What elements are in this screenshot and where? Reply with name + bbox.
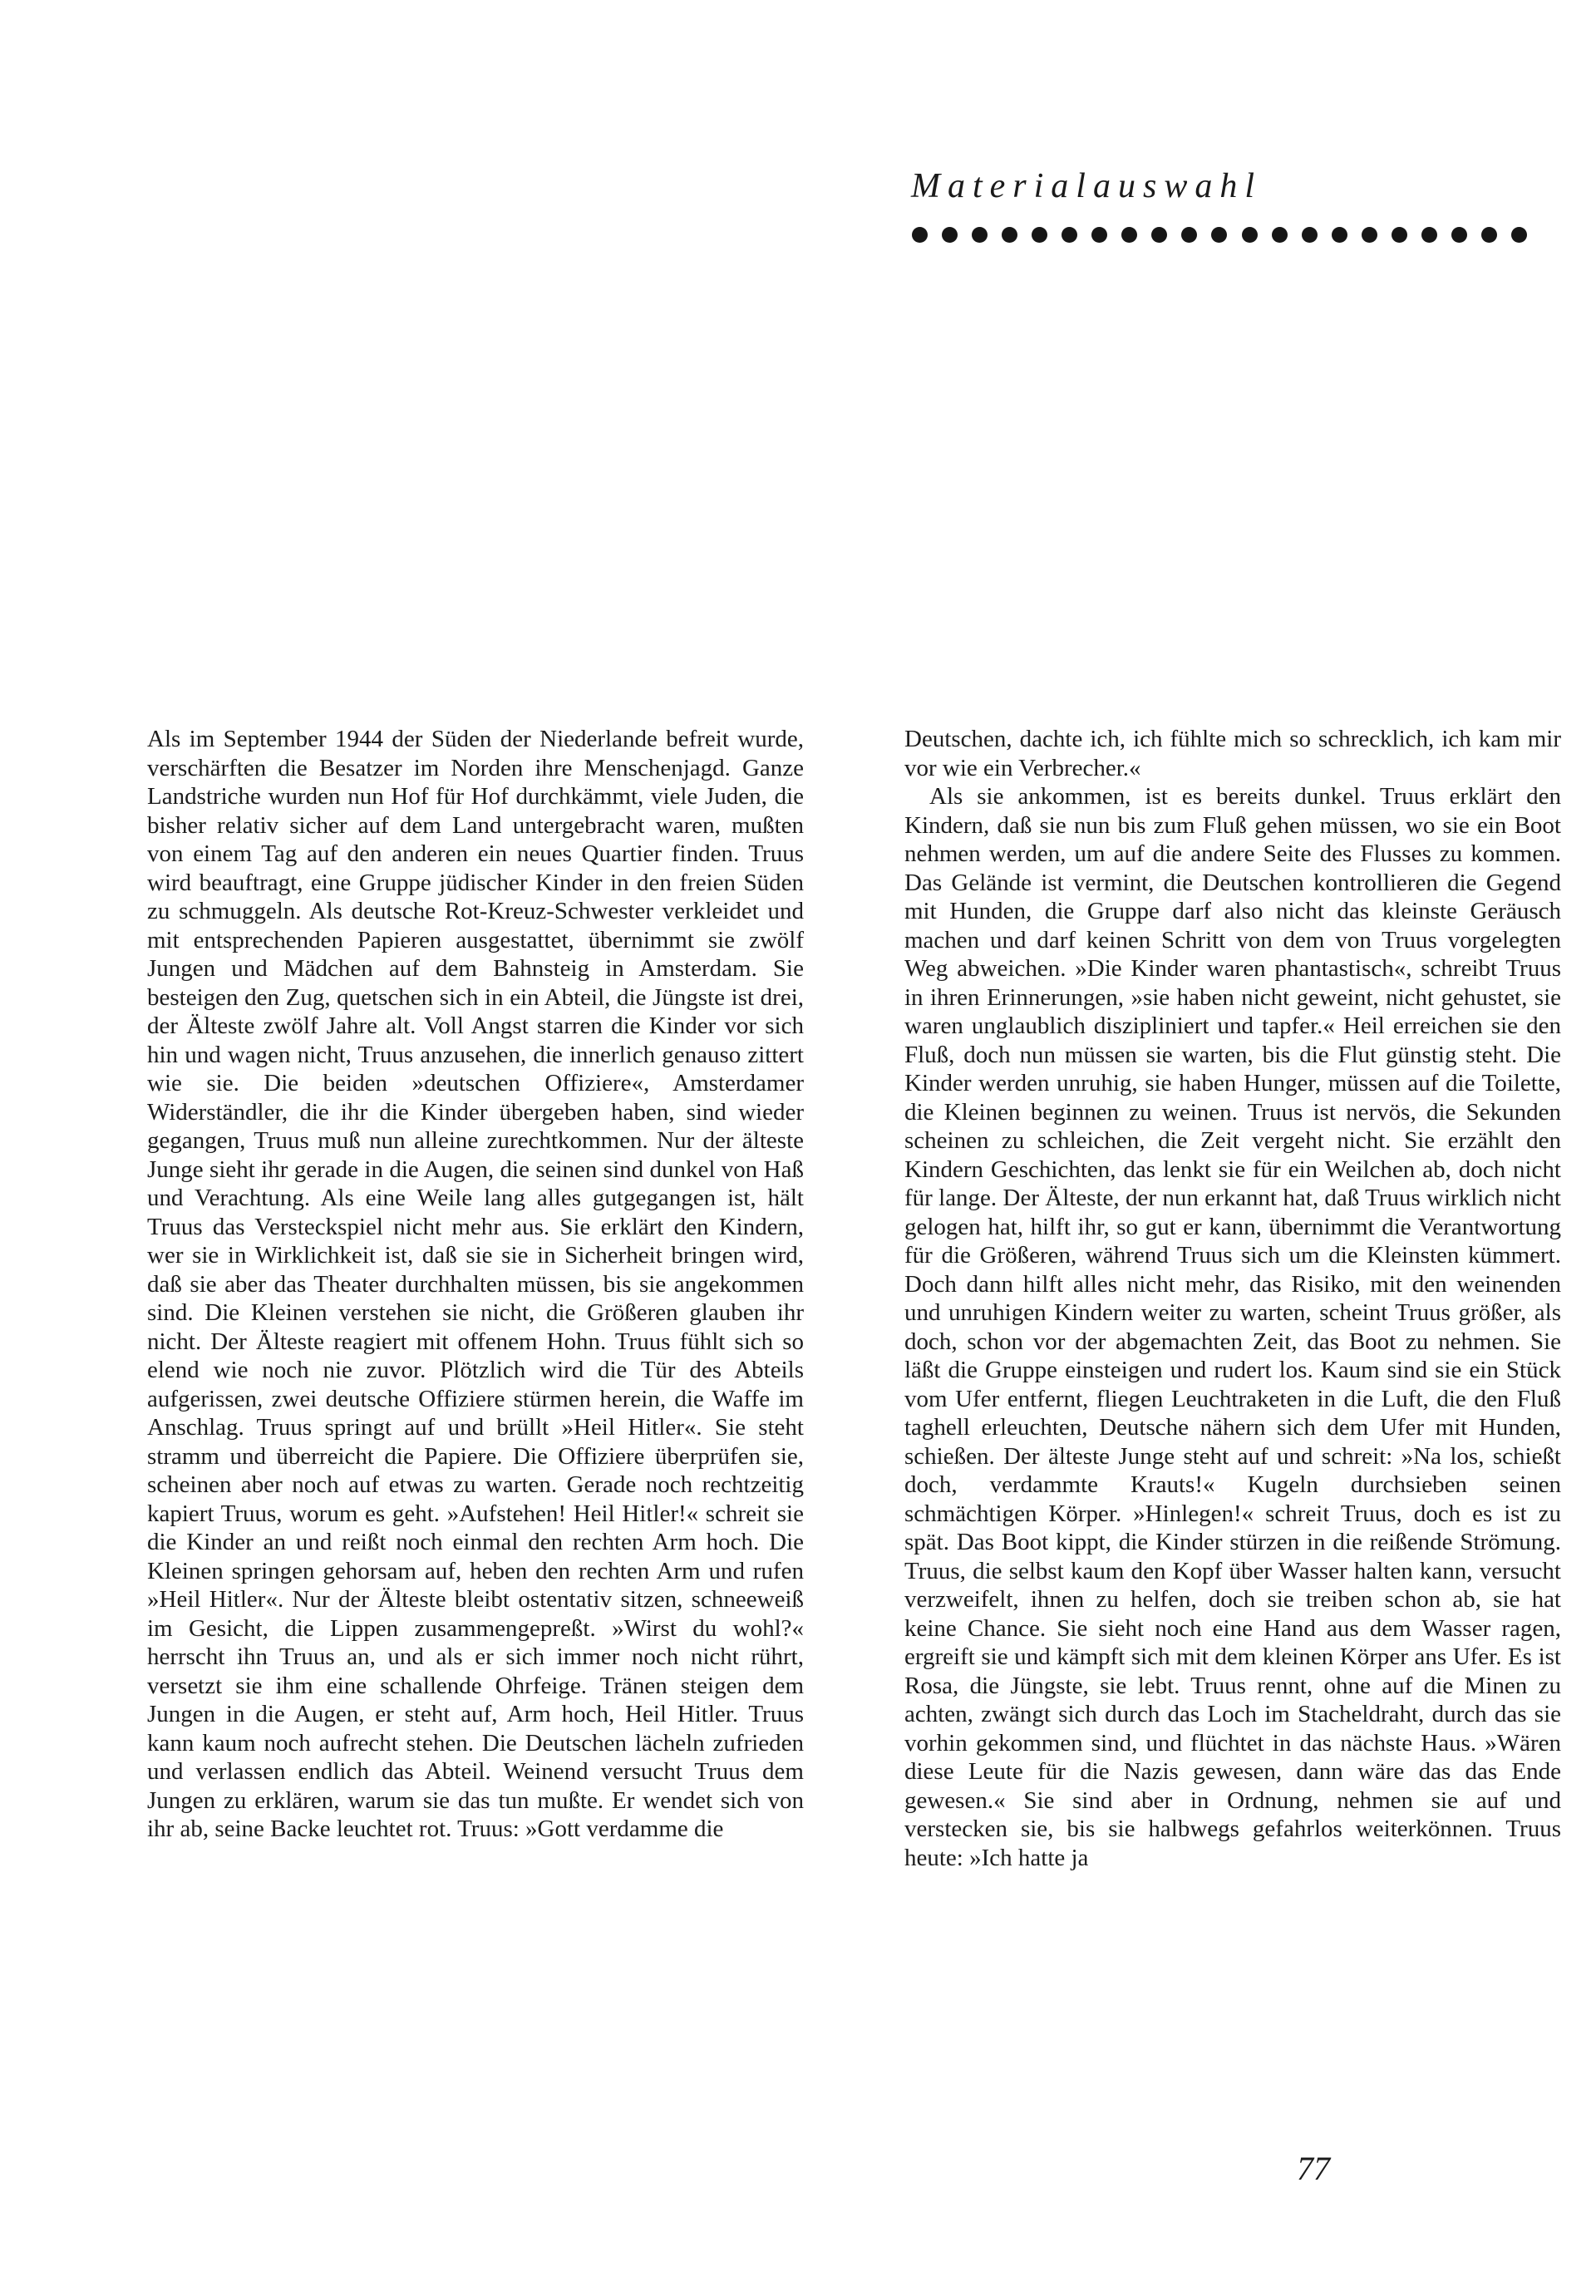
right-paragraph-2: Als sie ankommen, ist es bereits dunkel. Truus erklärt den Kindern, daß sie nun bis zum Fluß gehen müssen, wo sie ein Boot nehmen werden, um auf die andere Seite des Flusses zu kommen. Das Gelände ist vermint, die Deutschen kontrollieren die Gegend mit Hunden, die Gruppe darf also nicht das kleinste Geräusch machen und darf keinen Schritt von dem von Truus vorgelegten Weg abweichen. »Die Kinder waren phantastisch«, schreibt Truus in ihren Erinnerungen, »sie haben nicht geweint, nicht gehustet, sie waren unglaublich diszipliniert und tapfer.« Heil erreichen sie den Fluß, doch nun müssen sie warten, bis die Flut günstig steht. Die Kinder werden unruhig, sie haben Hunger, müssen auf die Toilette, die Kleinen beginnen zu weinen. Truus ist nervös, die Sekunden scheinen zu schleichen, die Zeit vergeht nicht. Sie erzählt den Kindern Geschichten, das lenkt sie für ein Weilchen ab, doch nicht für lange. Der Älteste, der nun erkannt hat, daß Truus wirklich nicht gelogen hat, hilft ihr, so gut er kann, übernimmt die Verantwortung für die Größeren, während Truus sich um die Kleinsten kümmert. Doch dann hilft alles nicht mehr, das Risiko, mit den weinenden und unruhigen Kindern weiter zu warten, scheint Truus größer, als doch, schon vor der abgemachten Zeit, das Boot zu nehmen. Sie läßt die Gruppe einsteigen und rudert los. Kaum sind sie ein Stück vom Ufer entfernt, fliegen Leuchtraketen in die Luft, die den Fluß taghell erleuchten, Deutsche nähern sich dem Ufer mit Hunden, schießen. Der älteste Junge steht auf und schreit: »Na los, schießt doch, verdammte Krauts!« Kugeln durchsieben seinen schmächtigen Körper. »Hinlegen!« schreit Truus, doch es ist zu spät. Das Boot kippt, die Kinder stürzen in die reißende Strömung. Truus, die selbst kaum den Kopf über Wasser halten kann, versucht verzweifelt, ihnen zu helfen, doch sie treiben schon ab, sie hat keine Chance. Sie sieht noch eine Hand aus dem Wasser ragen, ergreift sie und kämpft sich mit dem kleinen Körper ans Ufer. Es ist Rosa, die Jüngste, sie lebt. Truus rennt, ohne auf die Minen zu achten, zwängt sich durch das Loch im Stacheldraht, durch das sie vorhin gekommen sind, und flüchtet in das nächste Haus. »Wären diese Leute für die Nazis gewesen, dann wäre das das Ende gewesen.« Sie sind aber in Ordnung, nehmen sie auf und verstecken sie, bis sie halbwegs gefahrlos weiterkönnen. Truus heute: »Ich hatte ja (904, 783, 1561, 1871)
ornament-dot (1392, 227, 1407, 243)
ornament-dot (1511, 227, 1527, 243)
ornament-dot (1302, 227, 1318, 243)
left-text-column (147, 725, 804, 1844)
ornament-dot (1242, 227, 1258, 243)
ornament-dot (912, 227, 928, 243)
ornament-dot (1091, 227, 1107, 243)
dot-ornament-row (912, 223, 1527, 246)
right-text-column (904, 725, 1561, 1872)
ornament-dot (1181, 227, 1197, 243)
section-heading: Materialauswahl (911, 167, 1263, 205)
ornament-dot (1451, 227, 1467, 243)
right-paragraph-1: Deutschen, dachte ich, ich fühlte mich so schrecklich, ich kam mir vor wie ein Verbrecher.« (904, 726, 1561, 781)
ornament-dot (1272, 227, 1288, 243)
ornament-dot (1121, 227, 1137, 243)
ornament-dot (1481, 227, 1497, 243)
page-number: 77 (1297, 2150, 1330, 2187)
ornament-dot (1362, 227, 1377, 243)
ornament-dot (1002, 227, 1017, 243)
ornament-dot (942, 227, 958, 243)
ornament-dot (1421, 227, 1437, 243)
ornament-dot (1032, 227, 1047, 243)
ornament-dot (1062, 227, 1077, 243)
ornament-dot (1332, 227, 1347, 243)
left-paragraph-1: Als im September 1944 der Süden der Niederlande befreit wurde, verschärften die Besatzer im Norden ihre Menschenjagd. Ganze Landstriche wurden nun Hof für Hof durchkämmt, viele Juden, die bisher relativ sicher auf dem Land untergebracht waren, mußten von einem Tag auf den anderen ein neues Quartier finden. Truus wird beauftragt, eine Gruppe jüdischer Kinder in den freien Süden zu schmuggeln. Als deutsche Rot-Kreuz-Schwester verkleidet und mit entsprechenden Papieren ausgestattet, übernimmt sie zwölf Jungen und Mädchen auf dem Bahnsteig in Amsterdam. Sie besteigen den Zug, quetschen sich in ein Abteil, die Jüngste ist drei, der Älteste zwölf Jahre alt. Voll Angst starren die Kinder vor sich hin und wagen nicht, Truus anzusehen, die innerlich genauso zittert wie sie. Die beiden »deutschen Offiziere«, Amsterdamer Widerständler, die ihr die Kinder übergeben haben, sind wieder gegangen, Truus muß nun alleine zurechtkommen. Nur der älteste Junge sieht ihr gerade in die Augen, die seinen sind dunkel von Haß und Verachtung. Als eine Weile lang alles gutgegangen ist, hält Truus das Versteckspiel nicht mehr aus. Sie erklärt den Kindern, wer sie in Wirklichkeit ist, daß sie sie in Sicherheit bringen wird, daß sie aber das Theater durchhalten müssen, bis sie angekommen sind. Die Kleinen verstehen sie nicht, die Größeren glauben ihr nicht. Der Älteste reagiert mit offenem Hohn. Truus fühlt sich so elend wie noch nie zuvor. Plötzlich wird die Tür des Abteils aufgerissen, zwei deutsche Offiziere stürmen herein, die Waffe im Anschlag. Truus springt auf und brüllt »Heil Hitler«. Sie steht stramm und überreicht die Papiere. Die Offiziere überprüfen sie, scheinen aber noch auf etwas zu warten. Gerade noch rechtzeitig kapiert Truus, worum es geht. »Aufstehen! Heil Hitler!« schreit sie die Kinder an und reißt noch einmal den rechten Arm hoch. Die Kleinen springen gehorsam auf, heben den rechten Arm und rufen »Heil Hitler«. Nur der Älteste bleibt ostentativ sitzen, schneeweiß im Gesicht, die Lippen zusammengepreßt. »Wirst du wohl?« herrscht ihn Truus an, und als er sich immer noch nicht rührt, versetzt sie ihm eine schallende Ohrfeige. Tränen steigen dem Jungen in die Augen, er steht auf, Arm hoch, Heil Hitler. Truus kann kaum noch aufrecht stehen. Die Deutschen lächeln zufrieden und verlassen endlich das Abteil. Weinend versucht Truus dem Jungen zu erklären, warum sie das tun mußte. Er wendet sich von ihr ab, seine Backe leuchtet rot. Truus: »Gott verdamme die (147, 726, 804, 1842)
ornament-dot (1151, 227, 1167, 243)
ornament-dot (1211, 227, 1227, 243)
ornament-dot (972, 227, 988, 243)
